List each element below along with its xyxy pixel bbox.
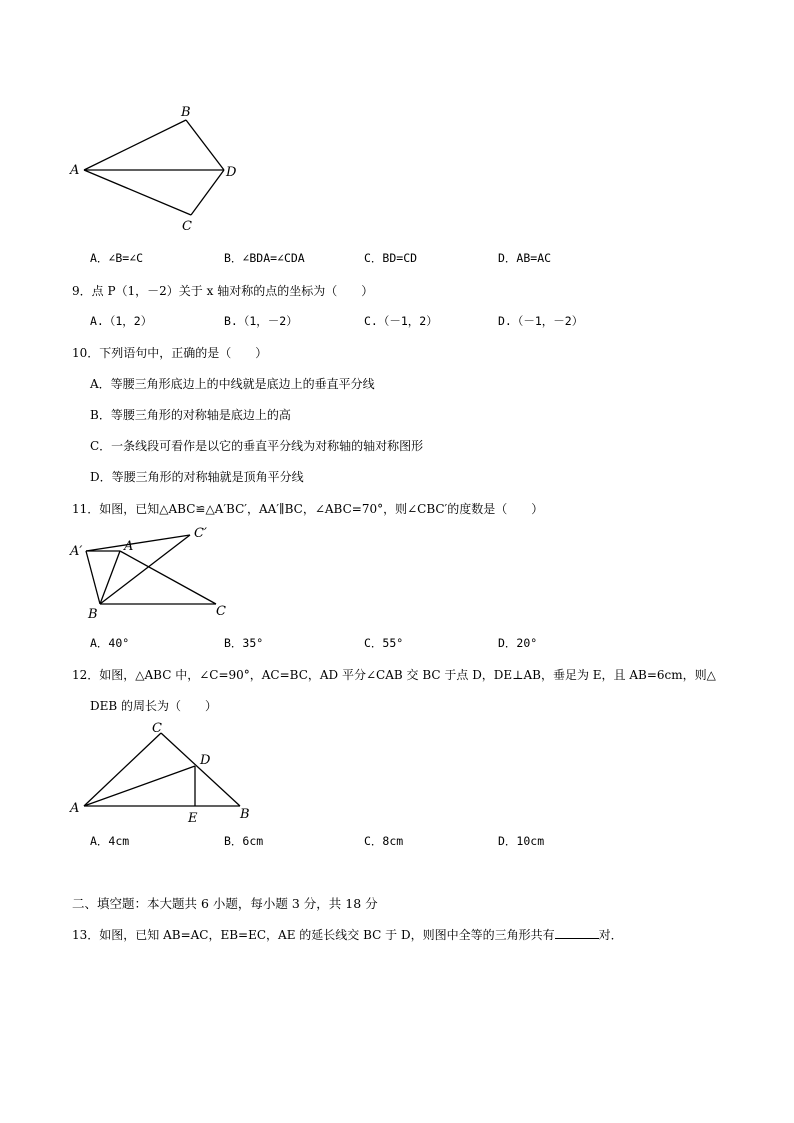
q9-option-a: A.（1，2） <box>90 314 153 328</box>
label-B: B <box>88 607 98 622</box>
label-B: B <box>240 807 250 822</box>
q10-option-a: A．等腰三角形底边上的中线就是底边上的垂直平分线 <box>90 377 375 391</box>
q13-stem-after: 对． <box>598 928 623 942</box>
q8-option-d: D．AB=AC <box>498 251 552 265</box>
q12-option-a: A．4cm <box>90 834 130 848</box>
q10-option-b: B．等腰三角形的对称轴是底边上的高 <box>90 408 291 422</box>
label-A-prime: A′ <box>70 544 83 559</box>
label-D: D <box>226 165 237 180</box>
label-D: D <box>200 753 211 768</box>
q10-option-d: D．等腰三角形的对称轴就是顶角平分线 <box>90 470 304 484</box>
q11-option-c: C．55° <box>364 636 404 650</box>
q13-stem <box>72 926 623 943</box>
label-A: A <box>70 163 80 178</box>
q10-option-c: C．一条线段可看作是以它的垂直平分线为对称轴的轴对称图形 <box>90 439 424 453</box>
label-C-prime: C′ <box>194 526 207 541</box>
label-C: C <box>152 721 162 736</box>
q9-option-b: B.（1，－2） <box>224 314 298 328</box>
q12-option-b: B．6cm <box>224 834 264 848</box>
q8-option-a: A．∠B=∠C <box>90 251 144 265</box>
q11-stem: 11．如图，已知△ABC≌△A′BC′，AA′∥BC，∠ABC=70°，则∠CBC′的度数是（ ） <box>72 502 544 516</box>
q13-stem-before: 13．如图，已知 AB=AC，EB=EC，AE 的延长线交 BC 于 D，则图中全等的三角形共有 <box>72 928 555 942</box>
q12-option-d: D．10cm <box>498 834 545 848</box>
q12-stem-line1: 12．如图，△ABC 中，∠C=90°，AC=BC，AD 平分∠CAB 交 BC 于点 D，DE⊥AB，垂足为 E，且 AB=6cm，则△ <box>72 668 716 682</box>
q12-stem-line2: DEB 的周长为（ ） <box>90 699 218 713</box>
label-B: B <box>181 105 191 120</box>
q10-stem: 10．下列语句中，正确的是（ ） <box>72 346 268 360</box>
label-C: C <box>182 219 192 234</box>
q9-option-c: C.（－1，2） <box>364 314 438 328</box>
label-E: E <box>188 811 198 826</box>
q9-option-d: D.（－1，－2） <box>498 314 584 328</box>
section-2-title: 二、填空题：本大题共 6 小题，每小题 3 分，共 18 分 <box>72 896 378 911</box>
label-A: A <box>124 539 134 554</box>
q11-option-a: A．40° <box>90 636 130 650</box>
q12-option-c: C．8cm <box>364 834 404 848</box>
q11-option-b: B．35° <box>224 636 264 650</box>
label-C: C <box>216 604 226 619</box>
q11-option-d: D．20° <box>498 636 538 650</box>
q9-stem: 9．点 P（1，－2）关于 x 轴对称的点的坐标为（ ） <box>72 284 374 298</box>
q13-answer-blank[interactable] <box>555 926 599 939</box>
q8-option-b: B．∠BDA=∠CDA <box>224 251 305 265</box>
label-A: A <box>70 801 80 816</box>
q8-option-c: C．BD=CD <box>364 251 418 265</box>
